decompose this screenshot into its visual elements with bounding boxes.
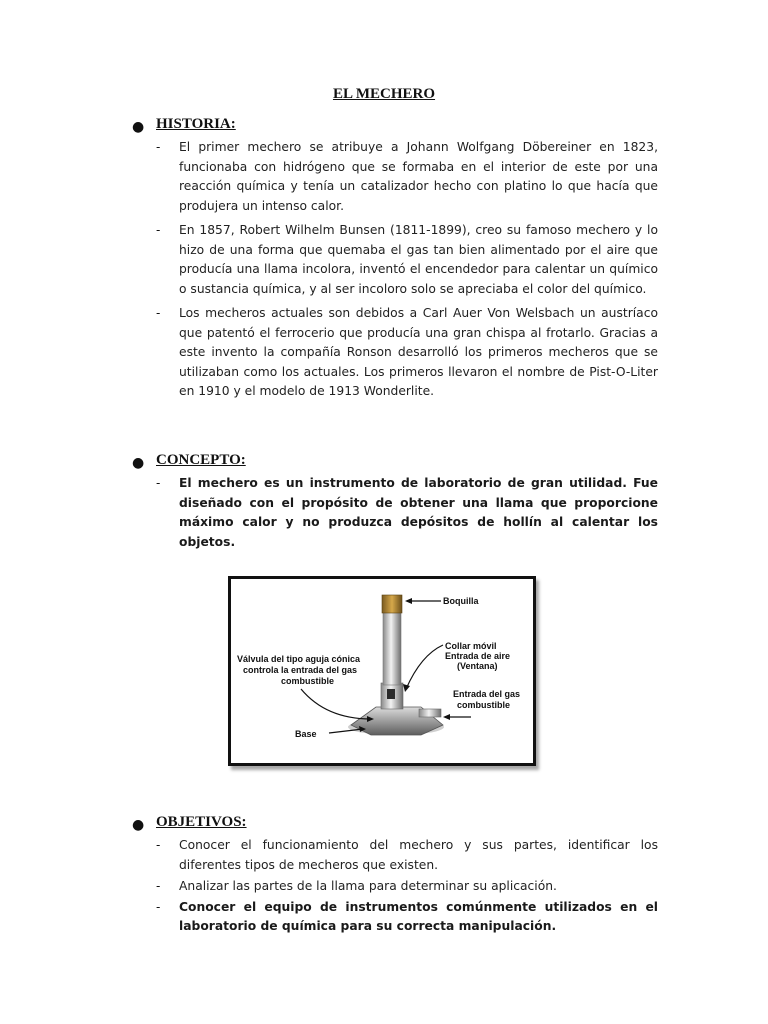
section-heading: HISTORIA: (156, 116, 236, 132)
label-base: Base (295, 729, 317, 739)
bullet-icon: ● (132, 455, 145, 471)
label-ventana: (Ventana) (457, 661, 498, 671)
list-item: - Conocer el funcionamiento del mechero y sus partes, identificar los diferentes tipos de mecheros que existen. (156, 838, 658, 872)
document-title: EL MECHERO (332, 86, 436, 102)
dash-marker: - (156, 306, 161, 320)
section-heading: CONCEPTO: (156, 452, 246, 468)
label-entrada-aire: Entrada de aire (445, 651, 511, 661)
label-valvula: Válvula del tipo aguja cónica (237, 654, 361, 664)
section-historia (132, 116, 658, 407)
label-boquilla: Boquilla (443, 596, 479, 606)
section-objetivos (132, 814, 658, 942)
bunsen-burner-diagram (228, 576, 536, 766)
list-item: - El primer mechero se atribuye a Johann Wolfgang Döbereiner en 1823, funcionaba con hidrógeno que se formaba en el interior de este por una reacción química y tenía un catalizador hecho con platino lo que hacía que produjera un intenso calor. (156, 140, 658, 213)
list-item: - Los mecheros actuales son debidos a Carl Auer Von Welsbach un austríaco que patentó el ferrocerio que producía una gran chispa al frotarlo. Gracias a este invento la compañía Ronson desarrolló los primeros mecheros que se utilizaban como los actuales. Los primeros llevaron el nombre de Pist-O-Liter en 1910 y el modelo de 1913 Wonderlite. (156, 306, 658, 398)
label-entrada-gas-combustible: combustible (457, 700, 511, 710)
bullet-icon: ● (132, 817, 145, 833)
bullet-icon: ● (132, 119, 145, 135)
dash-marker: - (156, 476, 161, 490)
label-collar: Collar móvil (445, 641, 497, 651)
dash-marker: - (156, 140, 161, 154)
dash-marker: - (156, 223, 161, 237)
list-item: - En 1857, Robert Wilhelm Bunsen (1811-1899), creo su famoso mechero y lo hizo de una forma que quemaba el gas tan bien alimentado por el aire que producía una llama incolora, inventó el encendedor para calentar un químico o sustancia química, y al ser incoloro solo se apreciaba el color del químico. (156, 223, 658, 296)
list-item: - Analizar las partes de la llama para determinar su aplicación. (132, 877, 658, 897)
dash-marker: - (156, 899, 161, 914)
section-concepto (132, 452, 658, 557)
dash-marker: - (156, 879, 161, 893)
label-entrada-gas: Entrada del gas (453, 689, 521, 699)
section-heading: OBJETIVOS: (156, 814, 247, 830)
list-item: - Conocer el equipo de instrumentos comúnmente utilizados en el laboratorio de química para su correcta manipulación. (156, 899, 658, 933)
bunsen-burner-illustration (231, 579, 533, 763)
list-item: - El mechero es un instrumento de laboratorio de gran utilidad. Fue diseñado con el propósito de obtener una llama que proporcione máximo calor y no produzca depósitos de hollín al calentar los objetos. (156, 476, 658, 549)
dash-marker: - (156, 838, 161, 852)
label-valvula-combustible: combustible (281, 676, 335, 686)
label-valvula-control: controla la entrada del gas (243, 665, 358, 675)
